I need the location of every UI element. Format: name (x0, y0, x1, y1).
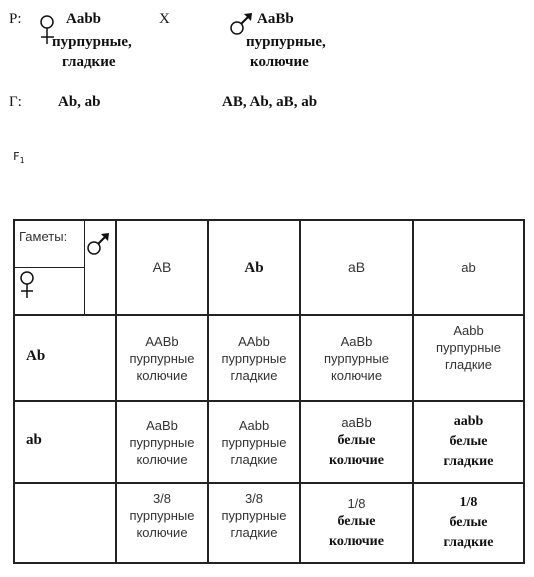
offspring-cell: AABb пурпурные колючие (129, 333, 195, 383)
male-genotype: AaBb (257, 11, 294, 27)
female-gamete-header: ab (26, 432, 42, 448)
parents-label: P: (9, 11, 22, 27)
female-trait-color: пурпурные, (52, 34, 132, 50)
offspring-cell: AaBb пурпурные колючие (129, 417, 195, 467)
male-gamete-header: AB (152, 259, 172, 275)
offspring-cell: Aabb пурпурные гладкие (221, 417, 287, 467)
male-gametes: AB, Ab, aB, ab (222, 94, 318, 110)
male-gamete-header: Ab (244, 259, 264, 276)
female-trait-shape: гладкие (62, 54, 116, 70)
gametes-corner-label: Гаметы: (19, 229, 68, 244)
female-symbol-icon (18, 270, 36, 300)
offspring-cell: AAbb пурпурные гладкие (221, 333, 287, 383)
offspring-cell: aabb белые гладкие (443, 414, 494, 469)
offspring-cell: AaBb пурпурные колючие (324, 333, 389, 383)
ratio-cell: 3/8 пурпурные колючие (129, 491, 195, 540)
female-gamete-header: Ab (26, 348, 46, 364)
male-trait-shape: колючие (250, 54, 309, 70)
ratio-cell: 3/8 пурпурные гладкие (221, 491, 287, 540)
male-symbol-icon (85, 232, 111, 258)
offspring-cell: Aabb пурпурные гладкие (436, 323, 501, 372)
offspring-cell: aaBb белые колючие (329, 414, 384, 468)
cross-sign: X (159, 11, 170, 27)
male-gamete-header: ab (461, 260, 476, 275)
male-gamete-header: aB (347, 259, 366, 275)
ratio-cell: 1/8 белые гладкие (443, 495, 494, 550)
ratio-cell: 1/8 белые колючие (329, 495, 384, 549)
gametes-label: Г: (9, 94, 22, 110)
f1-label: $F_1$ (13, 150, 25, 166)
male-trait-color: пурпурные, (246, 34, 326, 50)
female-gametes: Ab, ab (58, 94, 101, 110)
female-genotype: Aabb (66, 11, 102, 27)
